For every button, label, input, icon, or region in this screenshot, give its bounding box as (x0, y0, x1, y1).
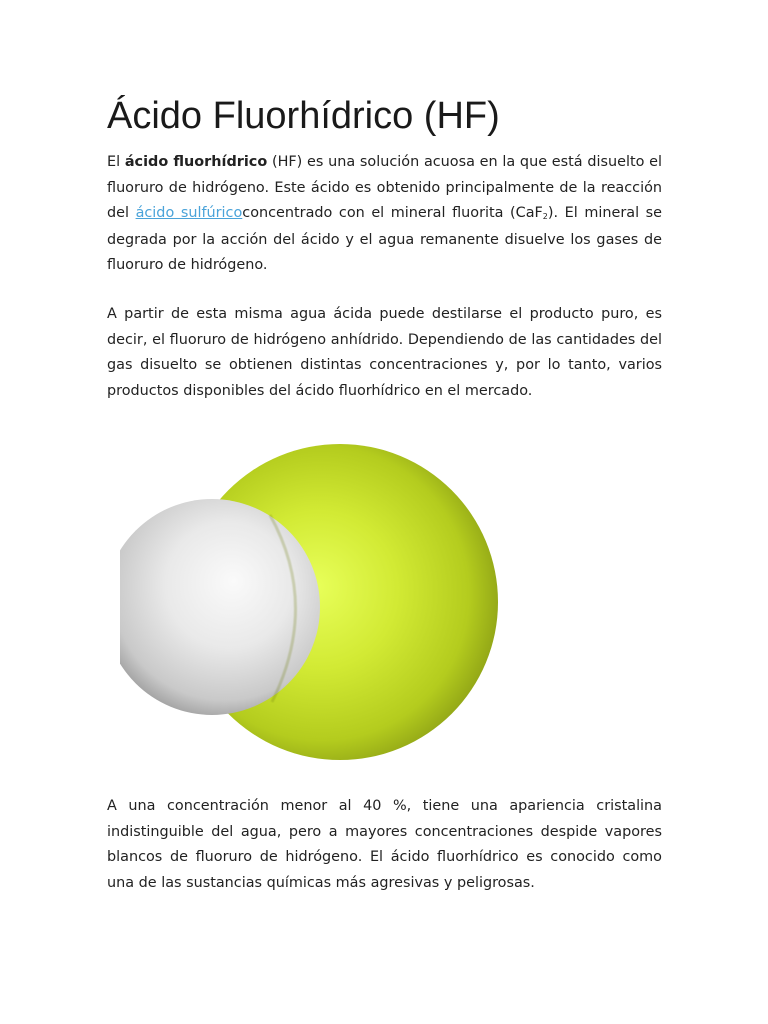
paragraph-concentration: A una concentración menor al 40 %, tiene una apariencia cristalina indistinguible del agua, pero a mayores concentraciones despide vapores blancos de fluoruro de hidrógeno. El ácido fluorhídrico es conocido como una de las sustancias químicas más agresivas y peligrosas. (107, 798, 662, 891)
intro-text-a: (HF) es una solución acuosa en la que está disuelto el fluoruro de hidrógeno. Este ácido es obtenido principalmente de la reacción del (107, 154, 662, 221)
page-title: Ácido Fluorhídrico (HF) (107, 95, 500, 137)
intro-text-b: concentrado con el mineral fluorita (CaF (242, 205, 543, 221)
intro-lead-text: El (107, 154, 125, 170)
paragraph-intro (107, 150, 662, 279)
sulfuric-acid-link[interactable]: ácido sulfúrico (135, 205, 243, 221)
caf2-subscript: 2 (542, 212, 548, 221)
intro-text-c: ). El mineral se degrada por la acción del ácido y el agua remanente disuelve los gases de fluoruro de hidrógeno. (107, 205, 663, 273)
hf-molecule-image (120, 440, 510, 770)
intro-bold-term: ácido fluorhídrico (124, 154, 268, 170)
paragraph-distillation: A partir de esta misma agua ácida puede destilarse el producto puro, es decir, el fluoruro de hidrógeno anhídrido. Dependiendo de las cantidades del gas disuelto se obtienen distintas concentraciones y, por lo tanto, varios productos disponibles del ácido fluorhídrico en el mercado. (107, 306, 662, 399)
hf-molecule-svg (120, 440, 510, 770)
